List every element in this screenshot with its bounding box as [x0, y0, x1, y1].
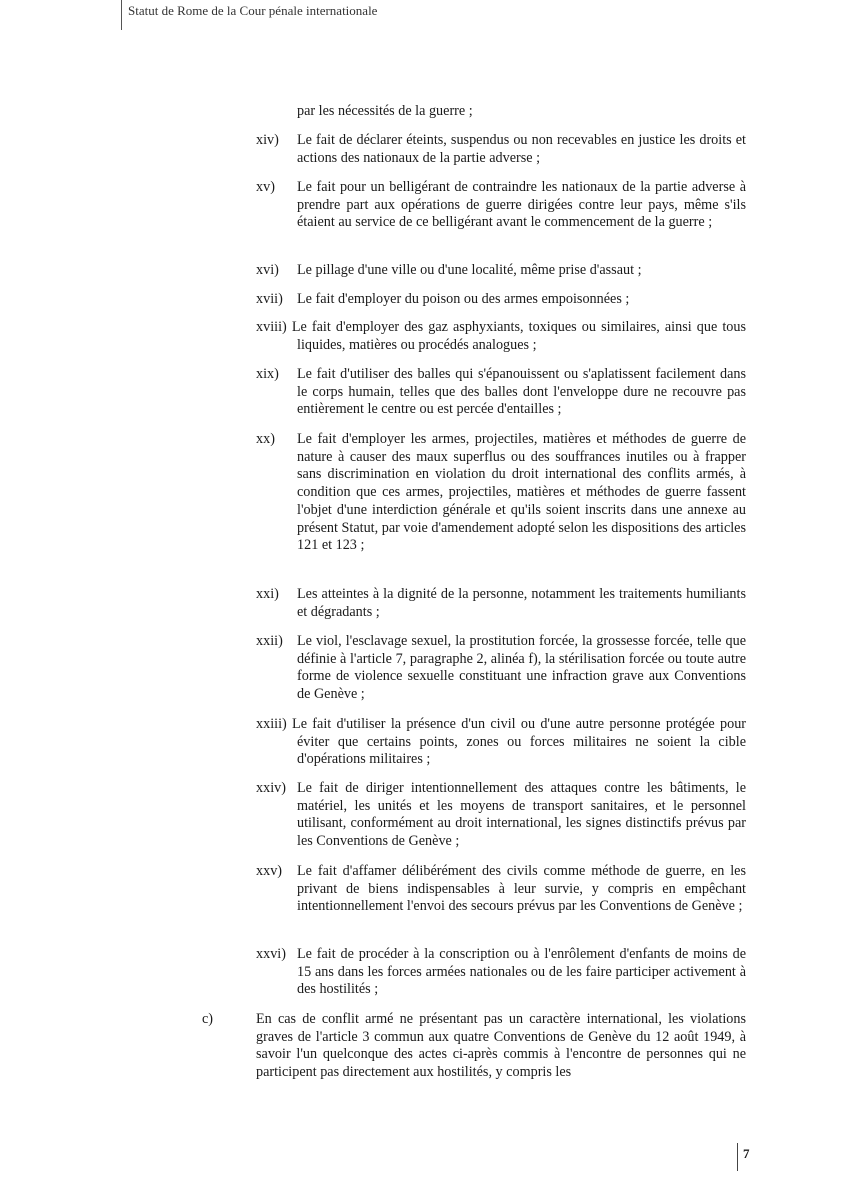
list-item-xxiv: [256, 780, 746, 851]
item-text: Le viol, l'esclavage sexuel, la prostitution forcée, la grossesse forcée, telle que définie à l'article 7, paragraphe 2, alinéa f), la stérilisation forcée ou toute autre forme de violence sexuelle constituant une infraction grave aux Conventions de Genève ;: [297, 633, 746, 703]
list-item-xiv: [256, 132, 746, 167]
item-number: xxii): [256, 633, 283, 649]
item-text: Le fait d'employer du poison ou des armes empoisonnées ;: [297, 291, 630, 307]
list-item-xx: [256, 431, 746, 555]
item-number: xv): [256, 179, 275, 195]
item-text: Le fait d'utiliser des balles qui s'épanouissent ou s'aplatissent facilement dans le corps humain, telles que des balles dont l'enveloppe dure ne recouvre pas entièrement le centre ou est percée d'entailles ;: [297, 366, 746, 418]
paragraph-text: En cas de conflit armé ne présentant pas un caractère international, les violations graves de l'article 3 commun aux quatre Conventions de Genève du 12 août 1949, à savoir l'un quelconque des actes ci-après commis à l'encontre de personnes qui ne participent pas directement aux hostilités, y compris les: [256, 1011, 746, 1081]
page-number: 7: [743, 1146, 750, 1161]
list-item-xviii: [256, 319, 746, 354]
item-number: xxiii): [256, 716, 287, 732]
item-number: xvii): [256, 291, 283, 307]
item-text: Le fait d'utiliser la présence d'un civil ou d'une autre personne protégée pour éviter que certains points, zones ou forces militaires ne soient la cible d'opérations militaires ;: [292, 716, 747, 768]
item-number: xxv): [256, 863, 283, 879]
list-item-xvii: [256, 291, 746, 309]
item-number: xx): [256, 431, 275, 447]
list-item-xxvi: [256, 946, 746, 999]
item-text: Le pillage d'une ville ou d'une localité, même prise d'assaut ;: [297, 262, 642, 278]
paragraph-number: c): [202, 1011, 214, 1027]
item-number: xxiv): [256, 780, 286, 796]
item-text: Le fait d'employer des gaz asphyxiants, toxiques ou similaires, ainsi que tous liquides, matières ou procédés analogues ;: [291, 319, 746, 353]
item-text: Le fait d'affamer délibérément des civils comme méthode de guerre, en les privant de biens indispensables à leur survie, y compris en empêchant intentionnellement l'envoi des secours prévus par les Conventions de Genève ;: [297, 863, 746, 915]
list-item-xix: [256, 366, 746, 419]
item-number: xviii): [256, 319, 287, 335]
continuation-text: par les nécessités de la guerre ;: [297, 103, 473, 119]
item-number: xxvi): [256, 946, 286, 962]
item-text: Le fait de diriger intentionnellement des attaques contre les bâtiments, le matériel, les unités et les moyens de transport sanitaires, et le personnel utilisant, conformément au droit international, les signes distinctifs prévus par les Conventions de Genève ;: [297, 780, 746, 850]
list-item-xxii: [256, 633, 746, 704]
item-text: Le fait pour un belligérant de contraindre les nationaux de la partie adverse à prendre part aux opérations de guerre dirigées contre leur pays, même s'ils étaient au service de ce belligérant avant le commencement de la guerre ;: [297, 179, 746, 231]
item-text: Les atteintes à la dignité de la personne, notamment les traitements humiliants et dégradants ;: [297, 586, 746, 620]
item-number: xxi): [256, 586, 279, 602]
header-rule: [121, 0, 122, 30]
list-item-xxv: [256, 863, 746, 916]
running-header-title: Statut de Rome de la Cour pénale internationale: [128, 3, 378, 18]
paragraph-c: [202, 1011, 746, 1082]
item-text: Le fait d'employer les armes, projectiles, matières et méthodes de guerre de nature à causer des maux superflus ou des souffrances inutiles ou à frapper sans discrimination en violation du droit international des conflits armés, à condition que ces armes, projectiles, matières et méthodes de guerre fassent l'objet d'une interdiction générale et qu'ils soient inscrits dans une annexe au présent Statut, par voie d'amendement adopté selon les dispositions des articles 121 et 123 ;: [297, 431, 746, 554]
list-item-xv: [256, 179, 746, 232]
item-text: Le fait de déclarer éteints, suspendus ou non recevables en justice les droits et actions des nationaux de la partie adverse ;: [297, 132, 746, 166]
list-item-xvi: [256, 262, 746, 280]
list-item-xxiii: [256, 716, 746, 769]
item-number: xix): [256, 366, 279, 382]
page-number-rule: [737, 1143, 738, 1171]
item-number: xvi): [256, 262, 279, 278]
item-number: xiv): [256, 132, 279, 148]
list-item-xxi: [256, 586, 746, 621]
item-text: Le fait de procéder à la conscription ou à l'enrôlement d'enfants de moins de 15 ans dans les forces armées nationales ou de les faire participer activement à des hostilités ;: [297, 946, 746, 998]
